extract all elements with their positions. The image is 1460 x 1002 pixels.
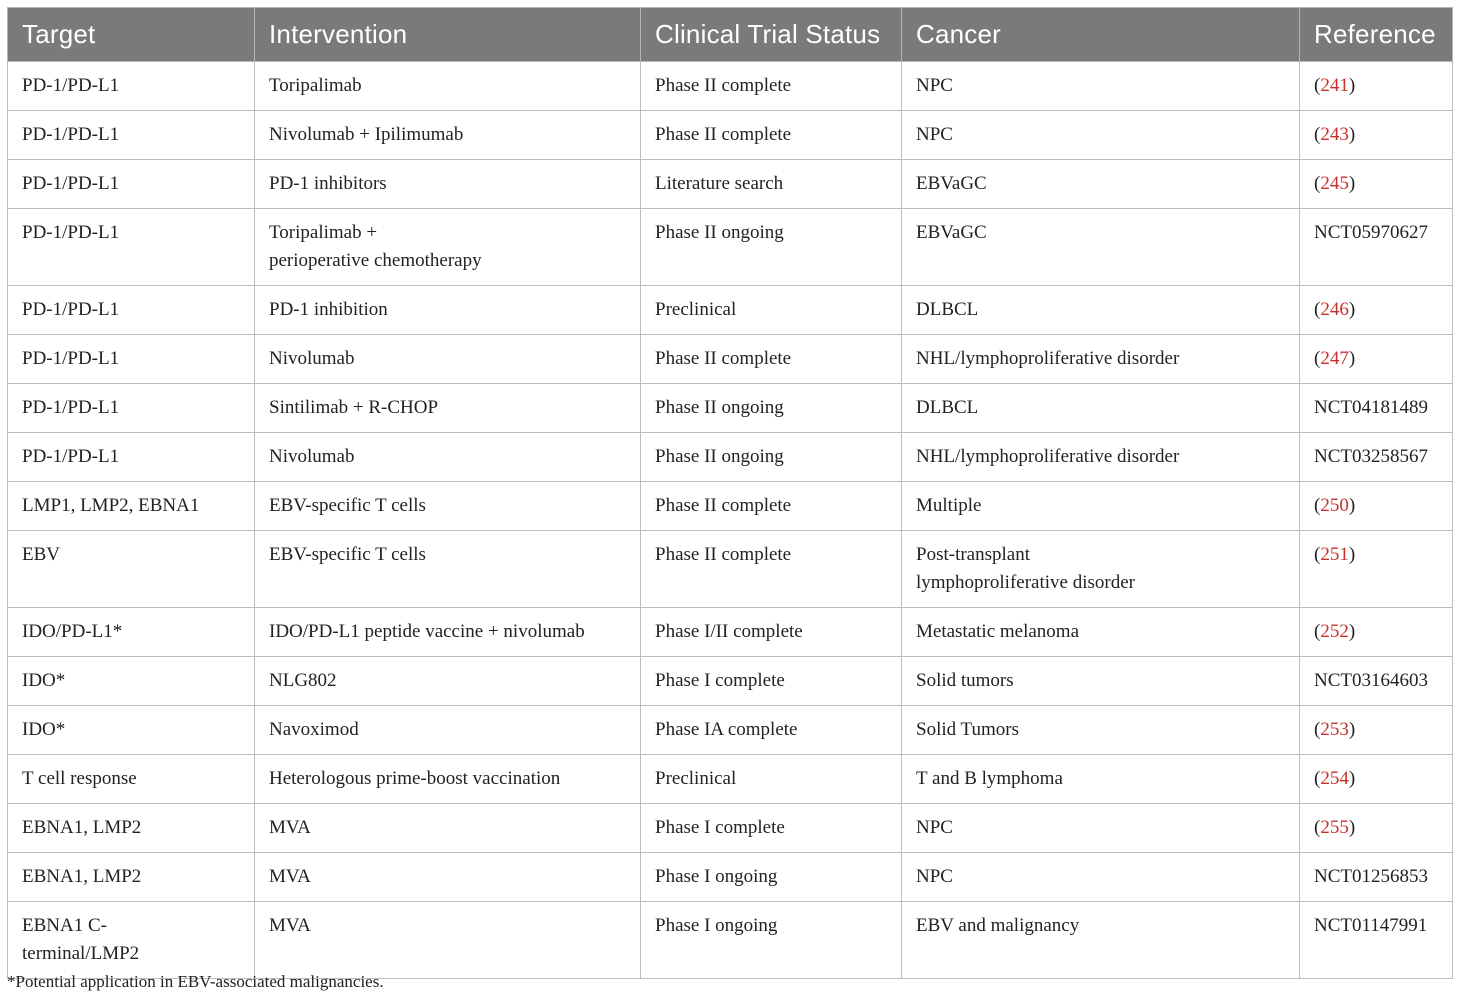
reference-open-paren: ( [1314,299,1321,320]
reference-trial-id: NCT03164603 [1314,670,1428,691]
cell-target: PD-1/PD-L1 [8,335,255,384]
cell-reference [1300,853,1453,902]
cell-target: PD-1/PD-L1 [8,433,255,482]
cell-reference [1300,384,1453,433]
reference-open-paren: ( [1314,817,1321,838]
cell-intervention: Toripalimab + perioperative chemotherapy [255,209,641,286]
reference-open-paren: ( [1314,495,1321,516]
table-row [8,62,1453,111]
cell-cancer: Metastatic melanoma [902,608,1300,657]
reference-trial-id: NCT01147991 [1314,915,1428,936]
cell-status: Preclinical [641,286,902,335]
cell-reference [1300,657,1453,706]
table-row [8,706,1453,755]
reference-open-paren: ( [1314,124,1321,145]
header-cancer: Cancer [902,8,1300,62]
cell-status: Phase I complete [641,804,902,853]
cell-target: T cell response [8,755,255,804]
table-row [8,755,1453,804]
reference-open-paren: ( [1314,75,1321,96]
cell-cancer: Solid Tumors [902,706,1300,755]
header-reference: Reference [1300,8,1453,62]
reference-close-paren: ) [1348,173,1356,194]
cell-reference [1300,160,1453,209]
reference-close-paren: ) [1348,544,1356,565]
cell-intervention: PD-1 inhibition [255,286,641,335]
reference-link[interactable]: 241 [1320,75,1349,96]
table-row [8,482,1453,531]
cell-intervention: NLG802 [255,657,641,706]
reference-open-paren: ( [1314,719,1321,740]
cell-status: Phase I complete [641,657,902,706]
cell-target: PD-1/PD-L1 [8,286,255,335]
cell-status: Phase I ongoing [641,853,902,902]
cell-intervention: EBV-specific T cells [255,531,641,608]
cell-intervention: Heterologous prime-boost vaccination [255,755,641,804]
header-target: Target [8,8,255,62]
cell-reference [1300,804,1453,853]
cell-status: Literature search [641,160,902,209]
reference-open-paren: ( [1314,768,1321,789]
cell-status: Phase II complete [641,482,902,531]
cell-intervention: Nivolumab [255,335,641,384]
cell-target: EBNA1, LMP2 [8,804,255,853]
reference-link[interactable]: 245 [1320,173,1349,194]
cell-target: PD-1/PD-L1 [8,209,255,286]
cell-intervention: Navoximod [255,706,641,755]
cell-status: Phase II complete [641,531,902,608]
cell-cancer: DLBCL [902,384,1300,433]
cell-reference [1300,608,1453,657]
cell-target: LMP1, LMP2, EBNA1 [8,482,255,531]
table-footnote: *Potential application in EBV-associated malignancies. [7,972,384,991]
cell-target: EBNA1 C- terminal/LMP2 [8,902,255,979]
table-row [8,853,1453,902]
clinical-trials-table-container [7,7,1452,979]
table-row [8,902,1453,979]
cell-reference [1300,111,1453,160]
reference-link[interactable]: 246 [1320,299,1349,320]
cell-cancer: NPC [902,853,1300,902]
reference-link[interactable]: 253 [1320,719,1349,740]
cell-reference [1300,433,1453,482]
cell-status: Phase II complete [641,335,902,384]
table-row [8,160,1453,209]
cell-cancer: NPC [902,111,1300,160]
reference-open-paren: ( [1314,173,1321,194]
reference-open-paren: ( [1314,348,1321,369]
cell-intervention: MVA [255,853,641,902]
cell-reference [1300,335,1453,384]
cell-status: Phase II ongoing [641,209,902,286]
cell-target: PD-1/PD-L1 [8,111,255,160]
cell-cancer: NPC [902,62,1300,111]
clinical-trials-table [7,7,1453,979]
reference-link[interactable]: 255 [1320,817,1349,838]
table-header [8,8,1453,62]
reference-close-paren: ) [1348,75,1356,96]
cell-target: PD-1/PD-L1 [8,160,255,209]
cell-cancer: NHL/lymphoproliferative disorder [902,433,1300,482]
table-row [8,335,1453,384]
cell-cancer: EBVaGC [902,160,1300,209]
header-row [8,8,1453,62]
cell-target: EBNA1, LMP2 [8,853,255,902]
cell-cancer: NHL/lymphoproliferative disorder [902,335,1300,384]
cell-cancer: DLBCL [902,286,1300,335]
cell-cancer: Post-transplant lymphoproliferative disorder [902,531,1300,608]
table-row [8,433,1453,482]
cell-status: Phase II ongoing [641,384,902,433]
reference-link[interactable]: 250 [1320,495,1349,516]
cell-intervention: IDO/PD-L1 peptide vaccine + nivolumab [255,608,641,657]
reference-close-paren: ) [1348,817,1356,838]
cell-intervention: MVA [255,902,641,979]
cell-status: Phase I/II complete [641,608,902,657]
reference-close-paren: ) [1348,299,1356,320]
cell-intervention: Nivolumab [255,433,641,482]
table-row [8,111,1453,160]
reference-trial-id: NCT01256853 [1314,866,1428,887]
table-row [8,804,1453,853]
reference-close-paren: ) [1348,124,1356,145]
cell-cancer: T and B lymphoma [902,755,1300,804]
cell-target: PD-1/PD-L1 [8,384,255,433]
cell-intervention: MVA [255,804,641,853]
cell-intervention: PD-1 inhibitors [255,160,641,209]
table-body [8,62,1453,979]
cell-status: Phase II complete [641,111,902,160]
cell-cancer: Multiple [902,482,1300,531]
reference-close-paren: ) [1348,719,1356,740]
cell-target: IDO/PD-L1* [8,608,255,657]
table-row [8,608,1453,657]
reference-close-paren: ) [1348,348,1356,369]
cell-status: Phase II ongoing [641,433,902,482]
cell-target: IDO* [8,706,255,755]
reference-link[interactable]: 254 [1320,768,1349,789]
cell-reference [1300,286,1453,335]
cell-cancer: EBV and malignancy [902,902,1300,979]
reference-close-paren: ) [1348,495,1356,516]
header-clinical-trial-status: Clinical Trial Status [641,8,902,62]
table-row [8,286,1453,335]
reference-close-paren: ) [1348,768,1356,789]
cell-reference [1300,531,1453,608]
reference-trial-id: NCT04181489 [1314,397,1428,418]
reference-open-paren: ( [1314,621,1321,642]
cell-intervention: Nivolumab + Ipilimumab [255,111,641,160]
reference-open-paren: ( [1314,544,1321,565]
table-row [8,384,1453,433]
reference-link[interactable]: 252 [1320,621,1349,642]
cell-status: Preclinical [641,755,902,804]
cell-reference [1300,755,1453,804]
table-row [8,657,1453,706]
cell-reference [1300,482,1453,531]
table-row [8,209,1453,286]
header-intervention: Intervention [255,8,641,62]
cell-intervention: Sintilimab + R-CHOP [255,384,641,433]
cell-status: Phase IA complete [641,706,902,755]
cell-status: Phase II complete [641,62,902,111]
table-row [8,531,1453,608]
cell-target: IDO* [8,657,255,706]
reference-link[interactable]: 251 [1320,544,1349,565]
cell-cancer: Solid tumors [902,657,1300,706]
cell-intervention: EBV-specific T cells [255,482,641,531]
cell-intervention: Toripalimab [255,62,641,111]
cell-reference [1300,902,1453,979]
cell-reference [1300,62,1453,111]
reference-trial-id: NCT03258567 [1314,446,1428,467]
cell-reference [1300,706,1453,755]
reference-close-paren: ) [1348,621,1356,642]
reference-link[interactable]: 243 [1320,124,1349,145]
cell-target: EBV [8,531,255,608]
cell-cancer: NPC [902,804,1300,853]
cell-target: PD-1/PD-L1 [8,62,255,111]
cell-reference [1300,209,1453,286]
cell-status: Phase I ongoing [641,902,902,979]
reference-trial-id: NCT05970627 [1314,222,1428,243]
reference-link[interactable]: 247 [1320,348,1349,369]
cell-cancer: EBVaGC [902,209,1300,286]
